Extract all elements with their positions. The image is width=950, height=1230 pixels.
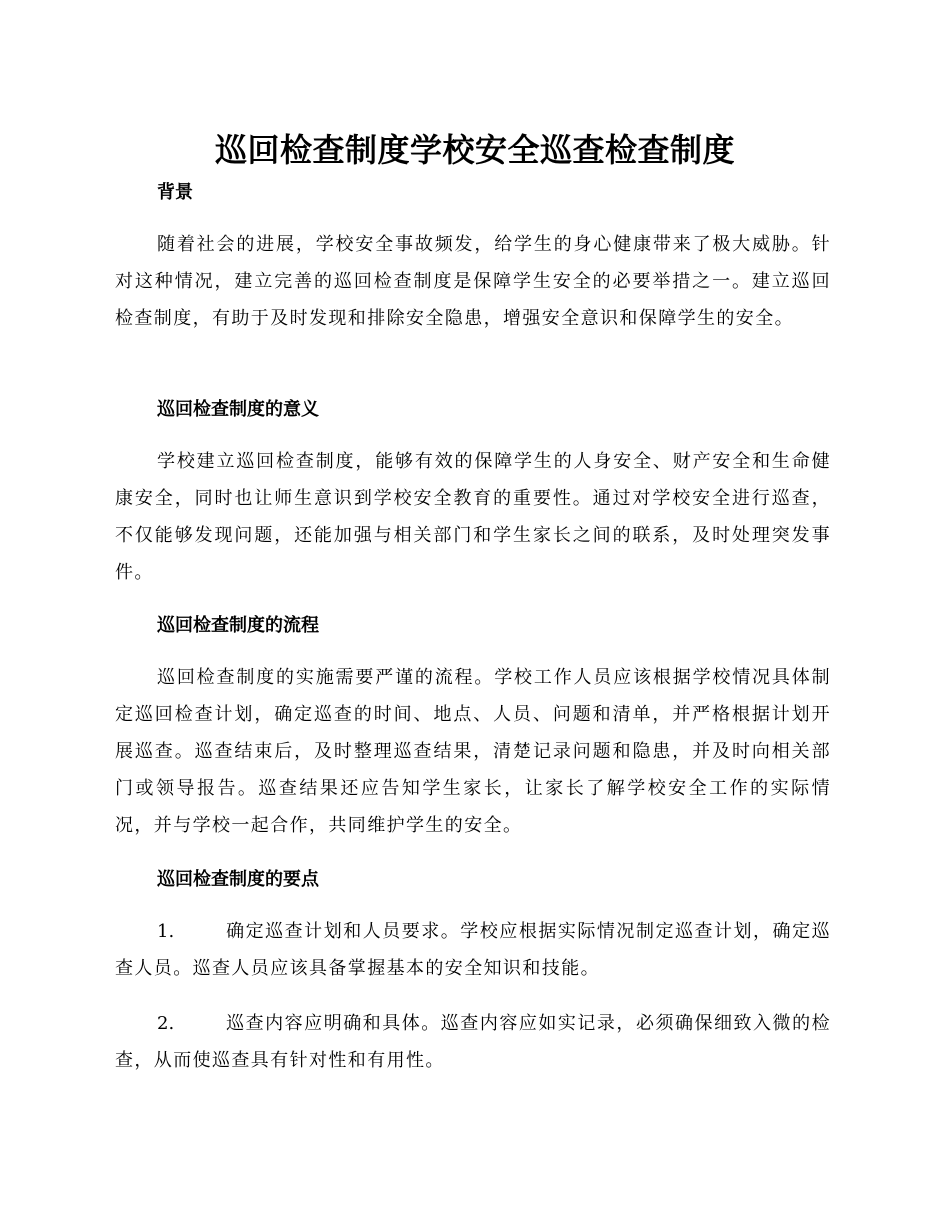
list-item-text: 确定巡查计划和人员要求。学校应根据实际情况制定巡查计划，确定巡查人员。巡查人员应该具备掌握基本的安全知识和技能。 [115,921,831,979]
section-paragraph-background: 随着社会的进展，学校安全事故频发，给学生的身心健康带来了极大威胁。针对这种情况，建立完善的巡回检查制度是保障学生安全的必要举措之一。建立巡回检查制度，有助于及时发现和排除安全隐患，增强安全意识和保障学生的安全。 [115,234,831,329]
list-item [115,913,831,987]
list-item-text: 巡查内容应明确和具体。巡查内容应如实记录，必须确保细致入微的检查，从而使巡查具有针对性和有用性。 [115,1013,831,1071]
section-heading-process: 巡回检查制度的流程 [157,615,319,636]
document-title: 巡回检查制度学校安全巡查检查制度 [214,131,735,169]
list-item [115,1005,831,1079]
section-heading-significance: 巡回检查制度的意义 [157,399,319,420]
list-item-number: 1. [157,921,175,942]
section-heading-key-points: 巡回检查制度的要点 [157,869,319,890]
section-paragraph-significance: 学校建立巡回检查制度，能够有效的保障学生的人身安全、财产安全和生命健康安全，同时也让师生意识到学校安全教育的重要性。通过对学校安全进行巡查，不仅能够发现问题，还能加强与相关部门和学生家长之间的联系，及时处理突发事件。 [115,451,831,583]
list-item-number: 2. [157,1013,175,1034]
section-paragraph-process: 巡回检查制度的实施需要严谨的流程。学校工作人员应该根据学校情况具体制定巡回检查计划，确定巡查的时间、地点、人员、问题和清单，并严格根据计划开展巡查。巡查结束后，及时整理巡查结果，清楚记录问题和隐患，并及时向相关部门或领导报告。巡查结果还应告知学生家长，让家长了解学校安全工作的实际情况，并与学校一起合作，共同维护学生的安全。 [115,667,831,836]
section-heading-background: 背景 [157,182,193,203]
